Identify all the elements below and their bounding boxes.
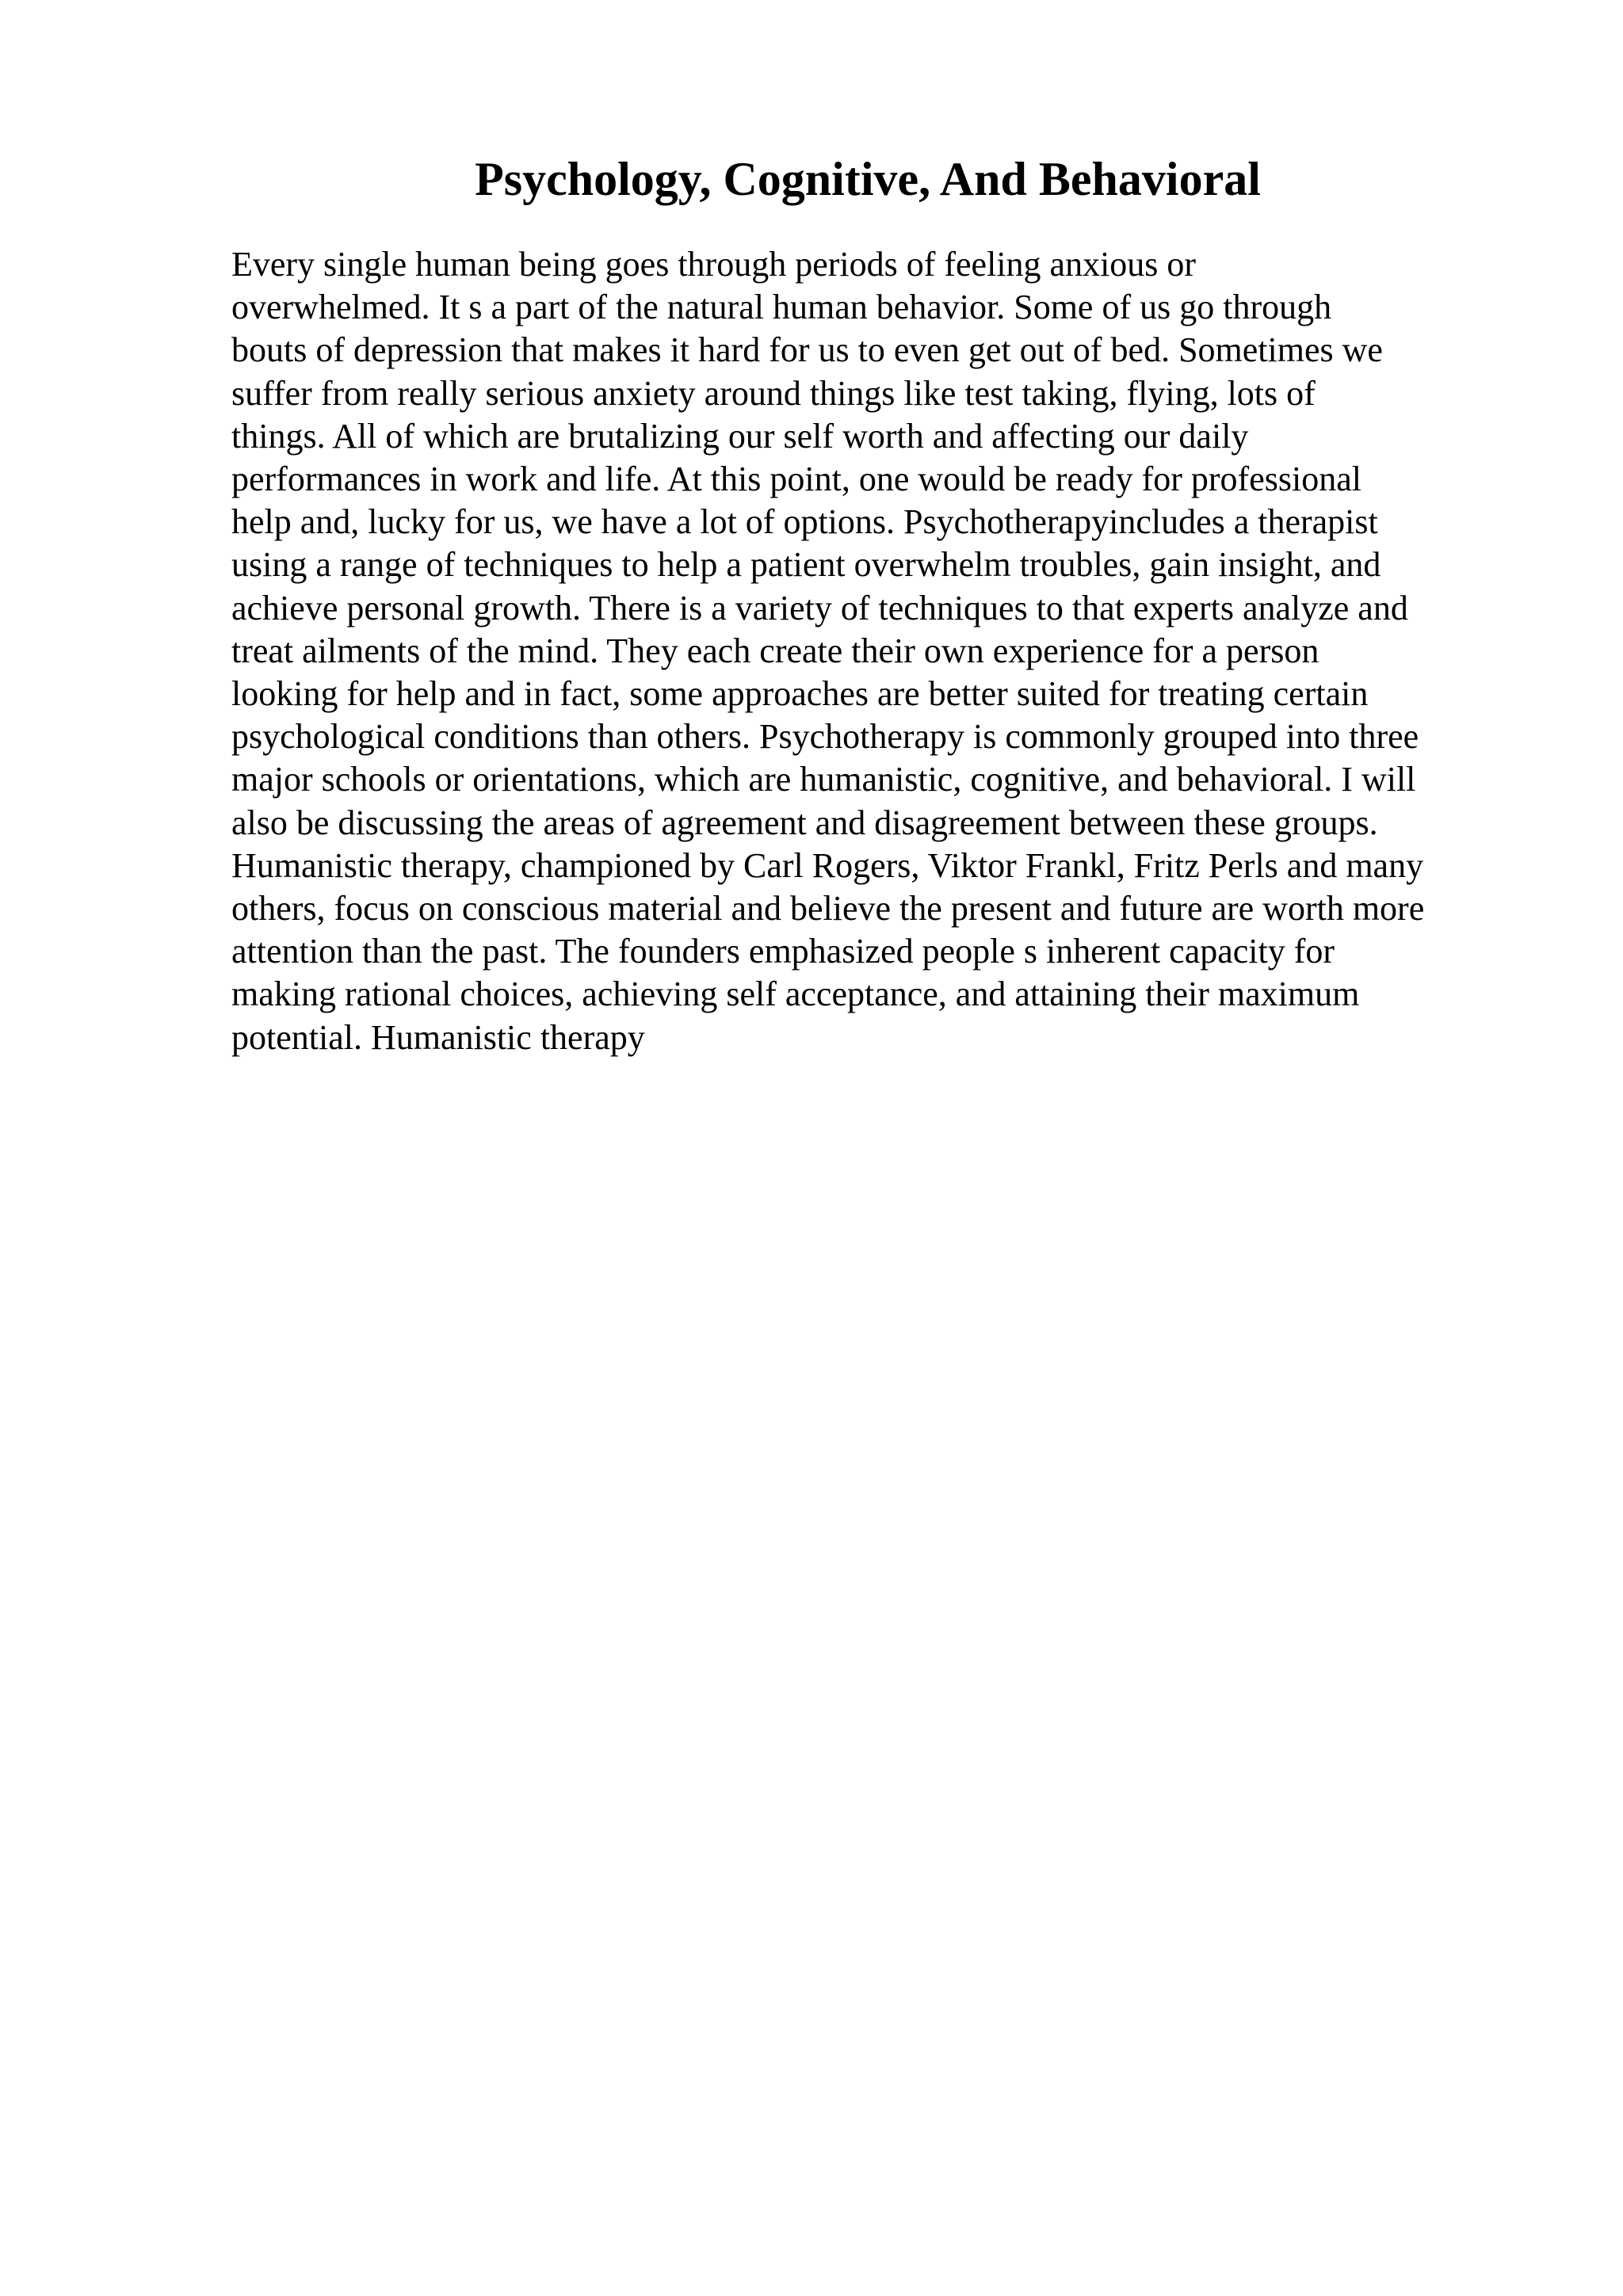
paragraph-line: things. All of which are brutalizing our self worth and affecting our daily <box>231 416 1249 456</box>
body-paragraph <box>231 243 1515 1059</box>
paragraph-line: achieve personal growth. There is a variety of techniques to that experts analyze and <box>231 588 1408 627</box>
paragraph-line: also be discussing the areas of agreement and disagreement between these groups. <box>231 803 1378 842</box>
paragraph-line: using a range of techniques to help a patient overwhelm troubles, gain insight, and <box>231 545 1381 585</box>
paragraph-line: making rational choices, achieving self acceptance, and attaining their maximum <box>231 974 1360 1014</box>
paragraph-line: bouts of depression that makes it hard for us to even get out of bed. Sometimes we <box>231 330 1383 370</box>
paragraph-line: potential. Humanistic therapy <box>231 1017 645 1057</box>
paragraph-line: attention than the past. The founders emphasized people s inherent capacity for <box>231 932 1335 971</box>
paragraph-line: looking for help and in fact, some approaches are better suited for treating certain <box>231 674 1369 714</box>
paragraph-line: help and, lucky for us, we have a lot of options. Psychotherapyincludes a therapist <box>231 502 1378 542</box>
paragraph-line: others, focus on conscious material and believe the present and future are worth more <box>231 889 1425 929</box>
paragraph-line: overwhelmed. It s a part of the natural human behavior. Some of us go through <box>231 288 1332 327</box>
page-title: Psychology, Cognitive, And Behavioral <box>475 153 1261 205</box>
paragraph-line: treat ailments of the mind. They each create their own experience for a person <box>231 631 1319 670</box>
paragraph-line: Humanistic therapy, championed by Carl Rogers, Viktor Frankl, Fritz Perls and many <box>231 845 1424 885</box>
paragraph-line: suffer from really serious anxiety around things like test taking, flying, lots of <box>231 373 1316 413</box>
paragraph-line: performances in work and life. At this point, one would be ready for professional <box>231 460 1361 499</box>
paragraph-line: Every single human being goes through periods of feeling anxious or <box>231 245 1197 284</box>
paragraph-line: major schools or orientations, which are humanistic, cognitive, and behavioral. I will <box>231 760 1416 799</box>
paragraph-line: psychological conditions than others. Psychotherapy is commonly grouped into three <box>231 717 1419 757</box>
